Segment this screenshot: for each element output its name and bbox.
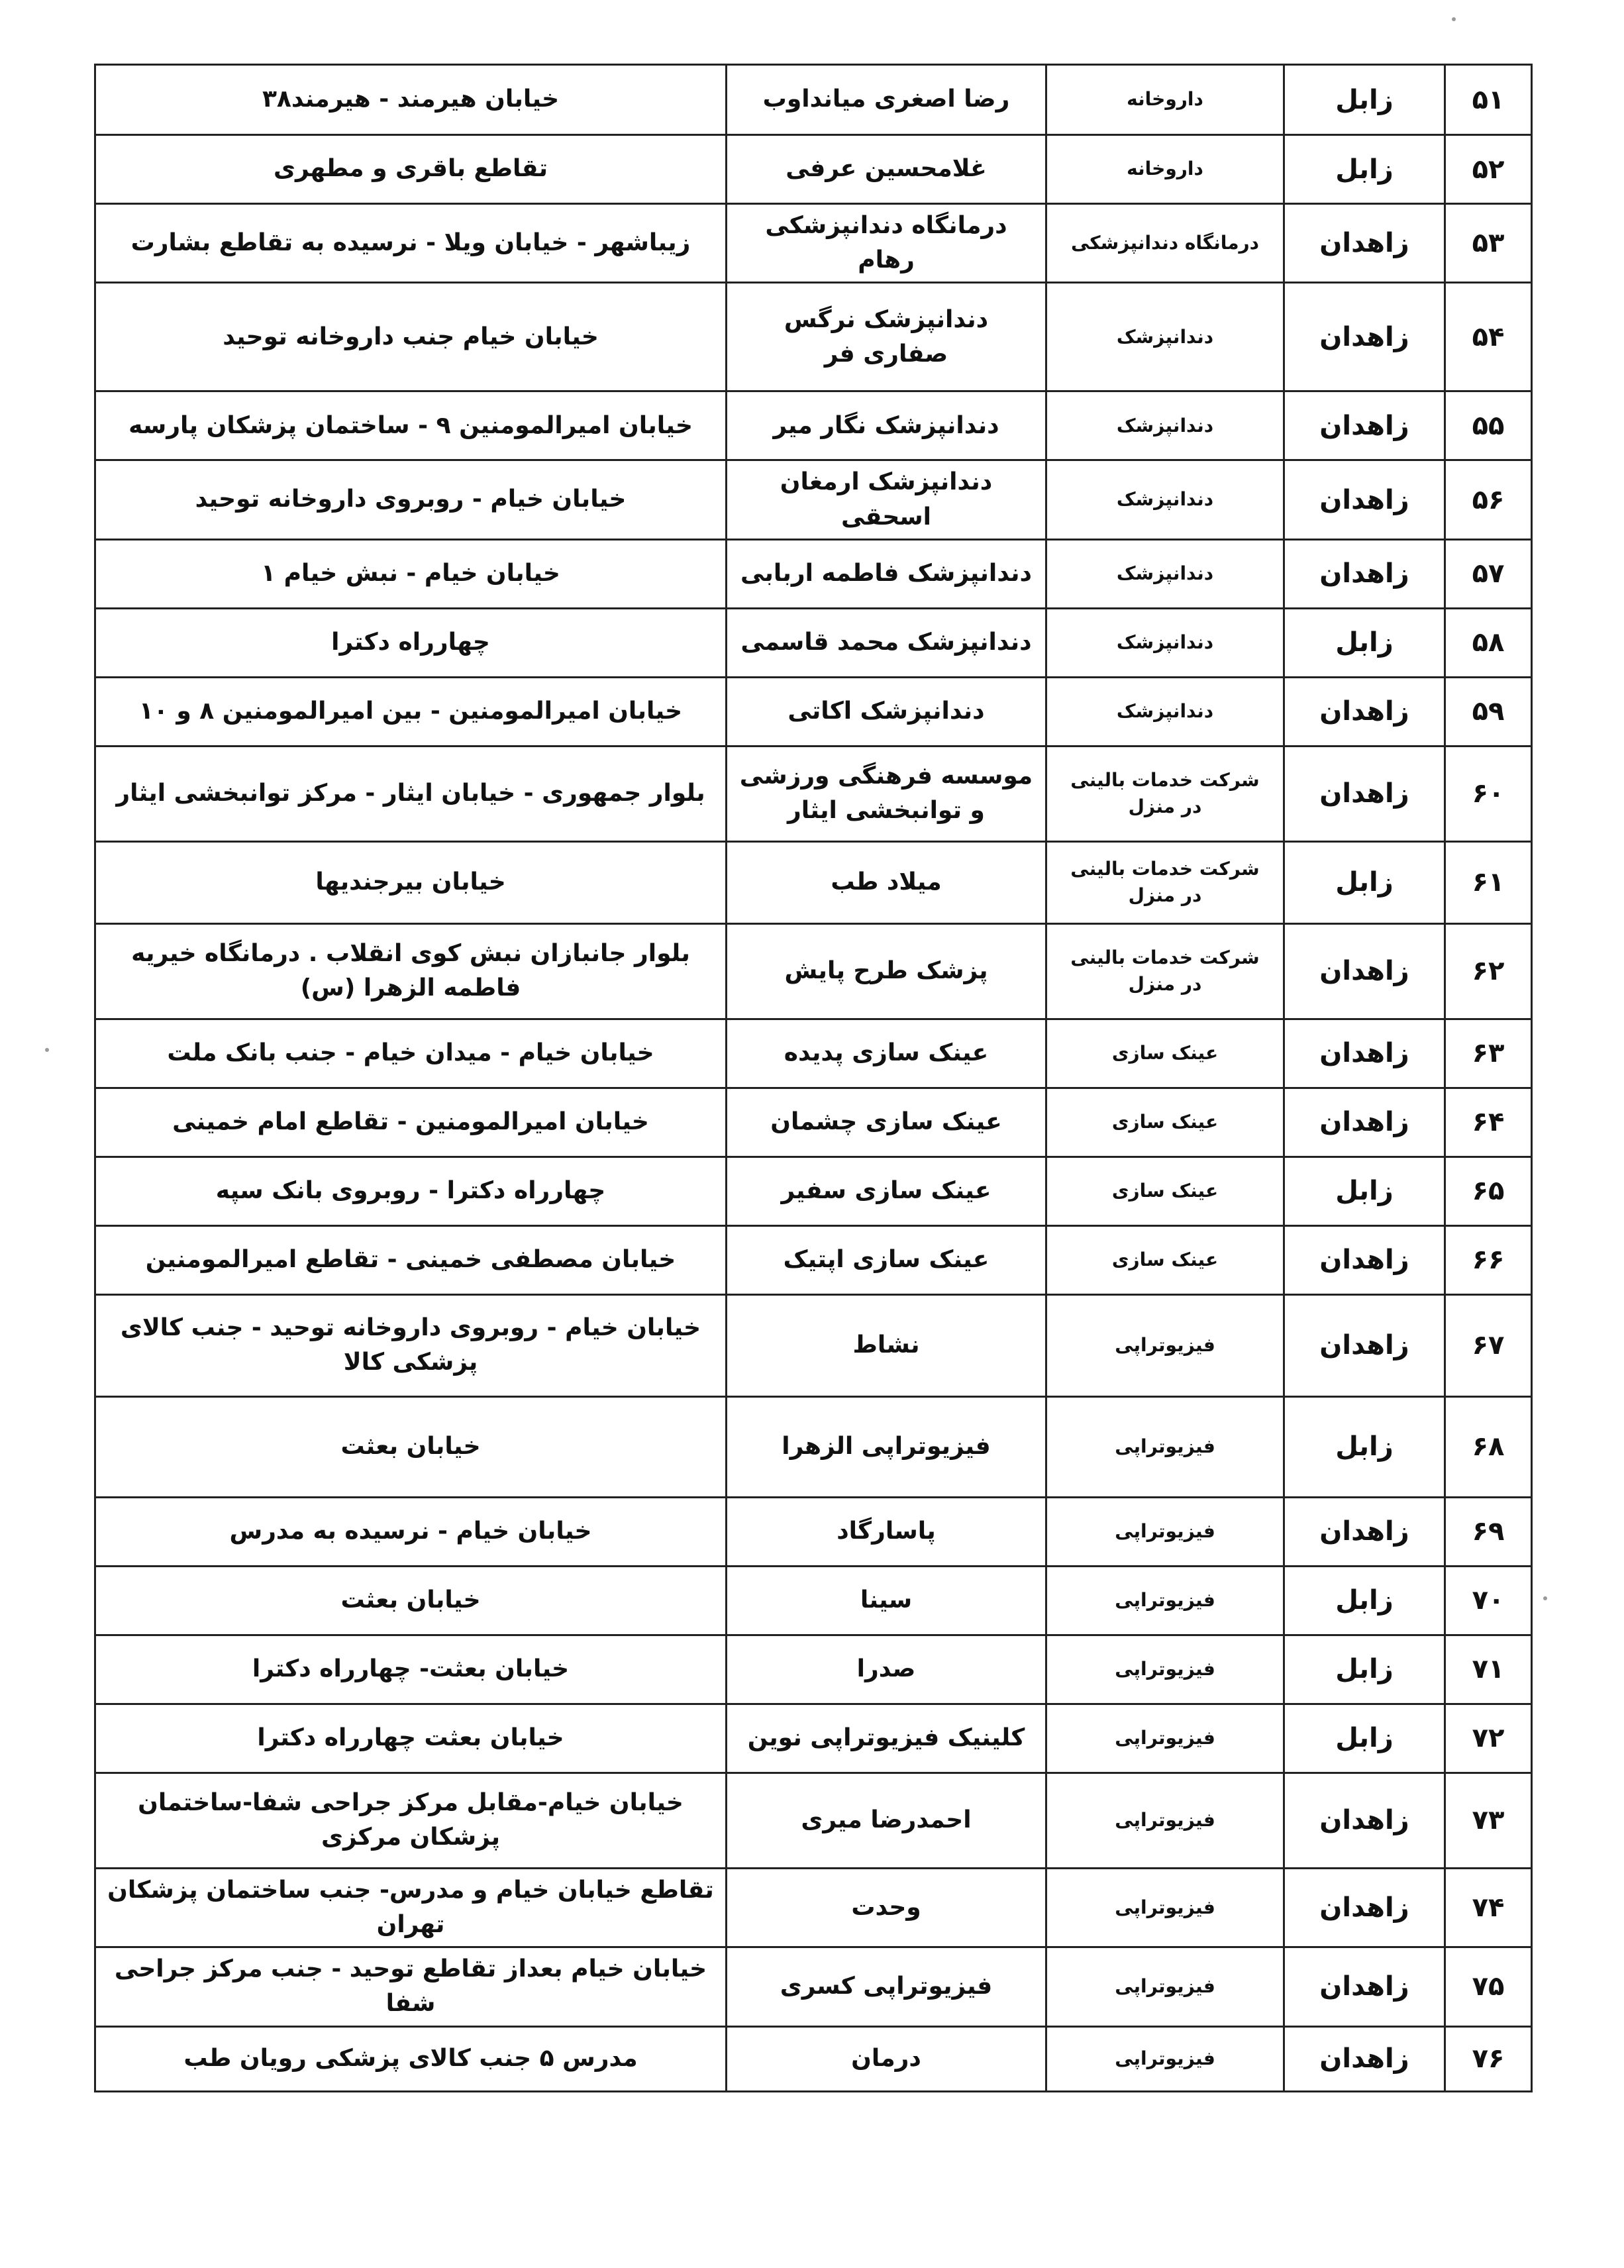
type-cell: فیزیوتراپی <box>1046 1497 1284 1566</box>
table-row <box>95 1225 1532 1294</box>
city-cell: زاهدان <box>1284 746 1445 841</box>
table-row <box>95 1019 1532 1088</box>
type-cell: عینک سازی <box>1046 1225 1284 1294</box>
row-number: ۶۶ <box>1445 1225 1532 1294</box>
table-row <box>95 1088 1532 1157</box>
type-cell: دندانپزشک <box>1046 608 1284 677</box>
address-cell: خیابان خیام - میدان خیام - جنب بانک ملت <box>95 1019 727 1088</box>
address-cell: بلوار جمهوری - خیابان ایثار - مرکز توانبخشی ایثار <box>95 746 727 841</box>
table-row <box>95 135 1532 204</box>
name-cell: دندانپزشک ارمغان اسحقی <box>727 460 1046 539</box>
table-row <box>95 746 1532 841</box>
city-cell: زاهدان <box>1284 923 1445 1019</box>
row-number: ۵۵ <box>1445 391 1532 460</box>
row-number: ۶۴ <box>1445 1088 1532 1157</box>
table-row <box>95 460 1532 539</box>
name-cell: فیزیوتراپی الزهرا <box>727 1396 1046 1497</box>
row-number: ۷۴ <box>1445 1868 1532 1947</box>
city-cell: زابل <box>1284 1566 1445 1635</box>
type-cell: درمانگاه دندانپزشکی <box>1046 204 1284 283</box>
scan-speck <box>1452 17 1456 21</box>
row-number: ۵۶ <box>1445 460 1532 539</box>
name-cell: سینا <box>727 1566 1046 1635</box>
table-row <box>95 923 1532 1019</box>
type-cell: داروخانه <box>1046 65 1284 135</box>
city-cell: زابل <box>1284 1157 1445 1225</box>
type-cell: فیزیوتراپی <box>1046 1635 1284 1704</box>
city-cell: زاهدان <box>1284 460 1445 539</box>
city-cell: زابل <box>1284 135 1445 204</box>
address-cell: خیابان خیام - روبروی داروخانه توحید - جنب کالای پزشکی کالا <box>95 1294 727 1396</box>
type-cell: فیزیوتراپی <box>1046 1566 1284 1635</box>
row-number: ۶۵ <box>1445 1157 1532 1225</box>
city-cell: زابل <box>1284 1704 1445 1773</box>
city-cell: زاهدان <box>1284 2026 1445 2091</box>
row-number: ۵۲ <box>1445 135 1532 204</box>
city-cell: زاهدان <box>1284 1019 1445 1088</box>
address-cell: خیابان امیرالمومنین ۹ - ساختمان پزشکان پارسه <box>95 391 727 460</box>
city-cell: زابل <box>1284 841 1445 923</box>
address-cell: خیابان خیام - نرسیده به مدرس <box>95 1497 727 1566</box>
row-number: ۷۱ <box>1445 1635 1532 1704</box>
row-number: ۷۰ <box>1445 1566 1532 1635</box>
table-row <box>95 841 1532 923</box>
name-cell: صدرا <box>727 1635 1046 1704</box>
type-cell: دندانپزشک <box>1046 539 1284 608</box>
type-cell: شرکت خدمات بالینی در منزل <box>1046 923 1284 1019</box>
table-row <box>95 1773 1532 1868</box>
table-row <box>95 608 1532 677</box>
address-cell: خیابان خیام - روبروی داروخانه توحید <box>95 460 727 539</box>
address-cell: خیابان بعثت- چهارراه دکترا <box>95 1635 727 1704</box>
address-cell: خیابان امیرالمومنین - تقاطع امام خمینی <box>95 1088 727 1157</box>
table-row <box>95 1868 1532 1947</box>
name-cell: دندانپزشک محمد قاسمی <box>727 608 1046 677</box>
type-cell: عینک سازی <box>1046 1088 1284 1157</box>
table-row <box>95 1157 1532 1225</box>
type-cell: فیزیوتراپی <box>1046 1294 1284 1396</box>
address-cell: چهارراه دکترا - روبروی بانک سپه <box>95 1157 727 1225</box>
table-row <box>95 539 1532 608</box>
row-number: ۷۶ <box>1445 2026 1532 2091</box>
row-number: ۶۷ <box>1445 1294 1532 1396</box>
type-cell: شرکت خدمات بالینی در منزل <box>1046 841 1284 923</box>
row-number: ۶۸ <box>1445 1396 1532 1497</box>
name-cell: دندانپزشک اکاتی <box>727 677 1046 746</box>
type-cell: فیزیوتراپی <box>1046 1704 1284 1773</box>
name-cell: عینک سازی چشمان <box>727 1088 1046 1157</box>
name-cell: پاسارگاد <box>727 1497 1046 1566</box>
name-cell: درمان <box>727 2026 1046 2091</box>
city-cell: زاهدان <box>1284 1868 1445 1947</box>
type-cell: دندانپزشک <box>1046 283 1284 391</box>
address-cell: تقاطع خیابان خیام و مدرس- جنب ساختمان پزشکان تهران <box>95 1868 727 1947</box>
name-cell: دندانپزشک فاطمه اربابی <box>727 539 1046 608</box>
table-row <box>95 677 1532 746</box>
table-row <box>95 2026 1532 2091</box>
scan-speck <box>45 1048 49 1052</box>
row-number: ۶۳ <box>1445 1019 1532 1088</box>
name-cell: کلینیک فیزیوتراپی نوین <box>727 1704 1046 1773</box>
name-cell: فیزیوتراپی کسری <box>727 1947 1046 2026</box>
table-row <box>95 65 1532 135</box>
city-cell: زابل <box>1284 65 1445 135</box>
type-cell: شرکت خدمات بالینی در منزل <box>1046 746 1284 841</box>
row-number: ۶۰ <box>1445 746 1532 841</box>
row-number: ۷۲ <box>1445 1704 1532 1773</box>
address-cell: خیابان خیام-مقابل مرکز جراحی شفا-ساختمان پزشکان مرکزی <box>95 1773 727 1868</box>
name-cell: درمانگاه دندانپزشکی رهام <box>727 204 1046 283</box>
city-cell: زاهدان <box>1284 539 1445 608</box>
row-number: ۶۲ <box>1445 923 1532 1019</box>
row-number: ۷۳ <box>1445 1773 1532 1868</box>
type-cell: فیزیوتراپی <box>1046 1396 1284 1497</box>
name-cell: غلامحسین عرفی <box>727 135 1046 204</box>
name-cell: پزشک طرح پایش <box>727 923 1046 1019</box>
city-cell: زاهدان <box>1284 391 1445 460</box>
row-number: ۵۷ <box>1445 539 1532 608</box>
type-cell: فیزیوتراپی <box>1046 1868 1284 1947</box>
address-cell: خیابان بعثت <box>95 1566 727 1635</box>
city-cell: زاهدان <box>1284 1225 1445 1294</box>
medical-centers-table <box>94 64 1533 2092</box>
name-cell: عینک سازی پدیده <box>727 1019 1046 1088</box>
name-cell: موسسه فرهنگی ورزشی و توانبخشی ایثار <box>727 746 1046 841</box>
table-row <box>95 1396 1532 1497</box>
address-cell: خیابان هیرمند - هیرمند۳۸ <box>95 65 727 135</box>
row-number: ۶۱ <box>1445 841 1532 923</box>
name-cell: میلاد طب <box>727 841 1046 923</box>
city-cell: زابل <box>1284 1635 1445 1704</box>
type-cell: داروخانه <box>1046 135 1284 204</box>
city-cell: زاهدان <box>1284 677 1445 746</box>
table-row <box>95 1947 1532 2026</box>
address-cell: مدرس ۵ جنب کالای پزشکی رویان طب <box>95 2026 727 2091</box>
address-cell: خیابان بیرجندیها <box>95 841 727 923</box>
row-number: ۵۴ <box>1445 283 1532 391</box>
table-row <box>95 283 1532 391</box>
row-number: ۵۸ <box>1445 608 1532 677</box>
table-row <box>95 204 1532 283</box>
type-cell: فیزیوتراپی <box>1046 1947 1284 2026</box>
address-cell: بلوار جانبازان نبش کوی انقلاب . درمانگاه خیریه فاطمه الزهرا (س) <box>95 923 727 1019</box>
table-row <box>95 1566 1532 1635</box>
table-body <box>95 65 1532 2092</box>
name-cell: عینک سازی سفیر <box>727 1157 1046 1225</box>
name-cell: دندانپزشک نرگس صفاری فر <box>727 283 1046 391</box>
address-cell: خیابان بعثت چهارراه دکترا <box>95 1704 727 1773</box>
address-cell: زیباشهر - خیابان ویلا - نرسیده به تقاطع بشارت <box>95 204 727 283</box>
row-number: ۶۹ <box>1445 1497 1532 1566</box>
address-cell: خیابان امیرالمومنین - بین امیرالمومنین ۸ و ۱۰ <box>95 677 727 746</box>
type-cell: عینک سازی <box>1046 1157 1284 1225</box>
address-cell: خیابان بعثت <box>95 1396 727 1497</box>
row-number: ۵۹ <box>1445 677 1532 746</box>
address-cell: چهارراه دکترا <box>95 608 727 677</box>
city-cell: زاهدان <box>1284 204 1445 283</box>
row-number: ۵۱ <box>1445 65 1532 135</box>
name-cell: عینک سازی اپتیک <box>727 1225 1046 1294</box>
name-cell: احمدرضا میری <box>727 1773 1046 1868</box>
scan-speck <box>1543 1596 1547 1600</box>
name-cell: وحدت <box>727 1868 1046 1947</box>
type-cell: دندانپزشک <box>1046 391 1284 460</box>
name-cell: نشاط <box>727 1294 1046 1396</box>
name-cell: دندانپزشک نگار میر <box>727 391 1046 460</box>
address-cell: خیابان خیام بعداز تقاطع توحید - جنب مرکز جراحی شفا <box>95 1947 727 2026</box>
city-cell: زاهدان <box>1284 1947 1445 2026</box>
address-cell: خیابان خیام - نبش خیام ۱ <box>95 539 727 608</box>
type-cell: دندانپزشک <box>1046 460 1284 539</box>
city-cell: زاهدان <box>1284 1294 1445 1396</box>
table-row <box>95 1635 1532 1704</box>
row-number: ۵۳ <box>1445 204 1532 283</box>
type-cell: عینک سازی <box>1046 1019 1284 1088</box>
city-cell: زاهدان <box>1284 283 1445 391</box>
table-row <box>95 391 1532 460</box>
address-cell: خیابان خیام جنب داروخانه توحید <box>95 283 727 391</box>
city-cell: زابل <box>1284 1396 1445 1497</box>
type-cell: فیزیوتراپی <box>1046 2026 1284 2091</box>
type-cell: فیزیوتراپی <box>1046 1773 1284 1868</box>
row-number: ۷۵ <box>1445 1947 1532 2026</box>
table-row <box>95 1497 1532 1566</box>
city-cell: زاهدان <box>1284 1773 1445 1868</box>
city-cell: زابل <box>1284 608 1445 677</box>
type-cell: دندانپزشک <box>1046 677 1284 746</box>
address-cell: تقاطع باقری و مطهری <box>95 135 727 204</box>
name-cell: رضا اصغری میانداوب <box>727 65 1046 135</box>
table-row <box>95 1294 1532 1396</box>
address-cell: خیابان مصطفی خمینی - تقاطع امیرالمومنین <box>95 1225 727 1294</box>
city-cell: زاهدان <box>1284 1497 1445 1566</box>
city-cell: زاهدان <box>1284 1088 1445 1157</box>
table-row <box>95 1704 1532 1773</box>
